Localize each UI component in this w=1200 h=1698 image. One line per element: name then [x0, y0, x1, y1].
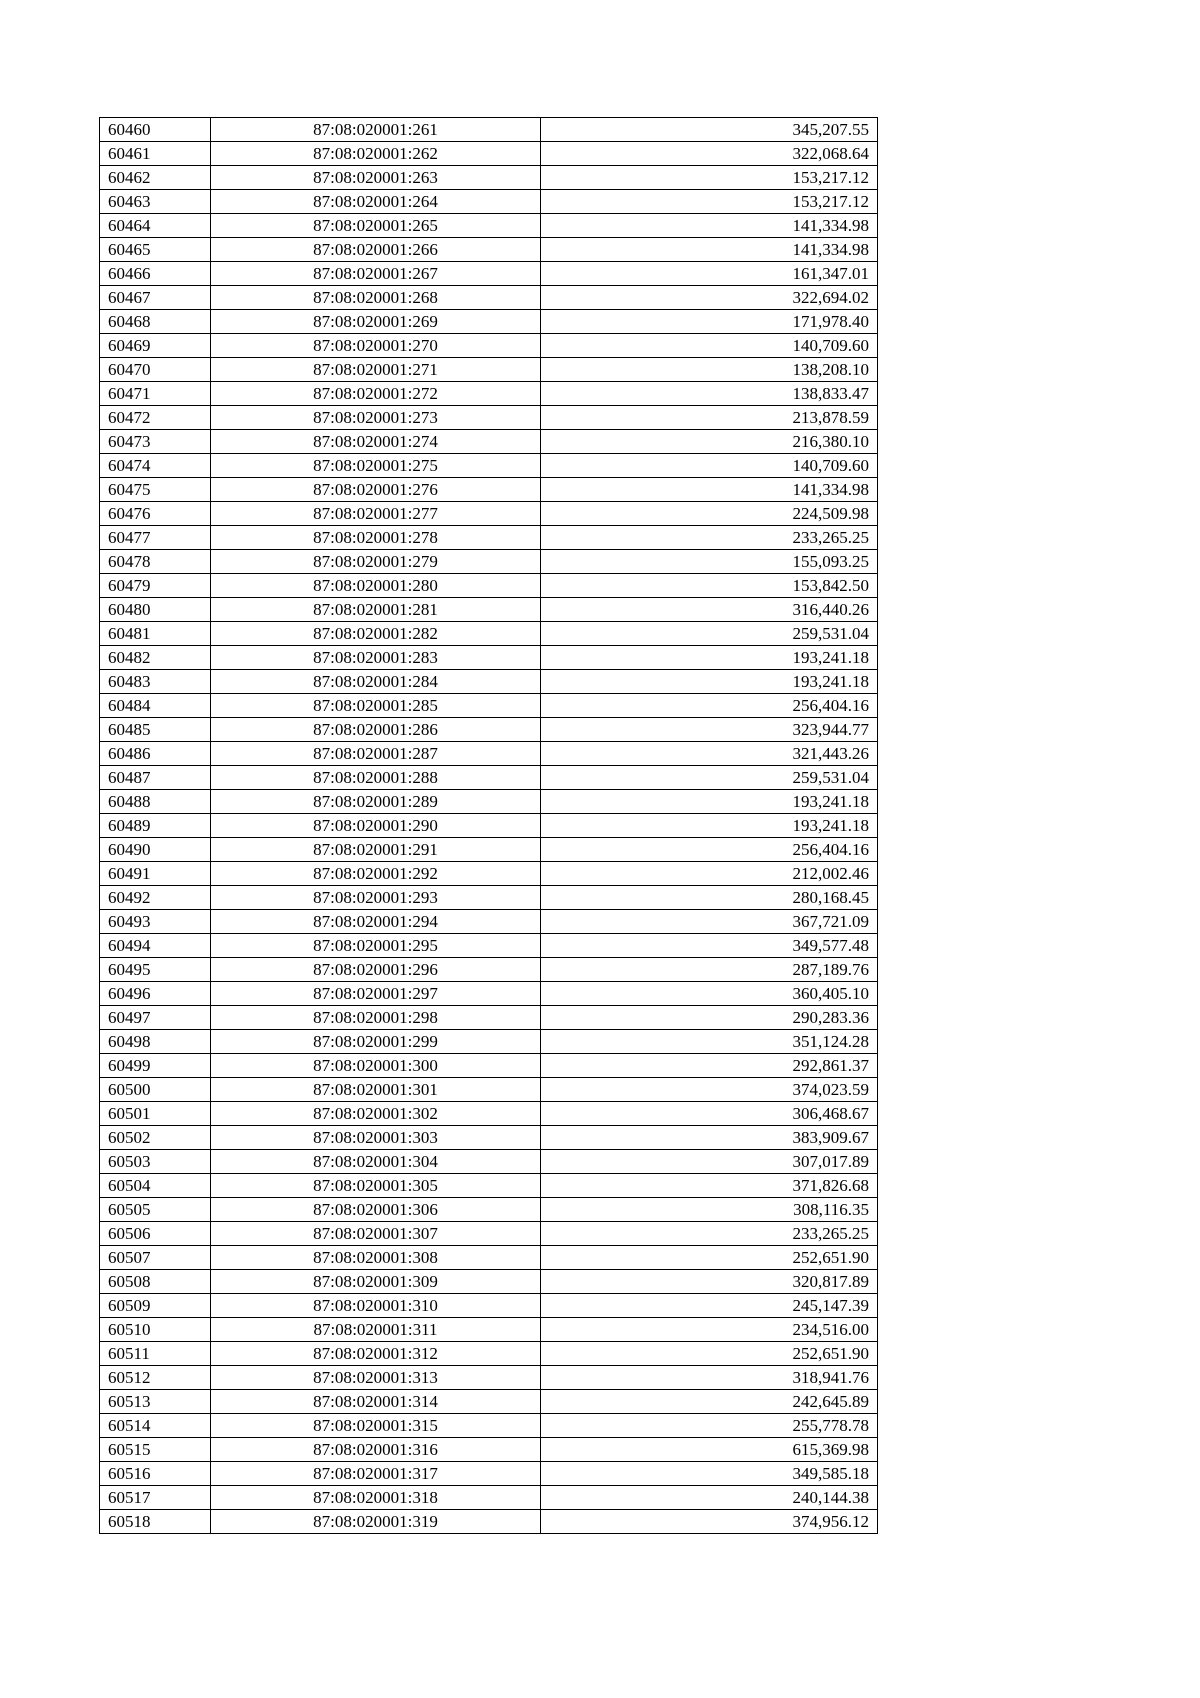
row-number-cell: 60496: [100, 982, 211, 1006]
table-row: [100, 262, 878, 286]
row-number-cell: 60484: [100, 694, 211, 718]
cadastral-number-cell: 87:08:020001:313: [211, 1366, 541, 1390]
row-number-cell: 60489: [100, 814, 211, 838]
cadastral-number-cell: 87:08:020001:305: [211, 1174, 541, 1198]
value-cell: 321,443.26: [541, 742, 878, 766]
table-row: [100, 1342, 878, 1366]
table-row: [100, 406, 878, 430]
value-cell: 259,531.04: [541, 622, 878, 646]
value-cell: 349,585.18: [541, 1462, 878, 1486]
row-number-cell: 60513: [100, 1390, 211, 1414]
value-cell: 233,265.25: [541, 526, 878, 550]
row-number-cell: 60478: [100, 550, 211, 574]
value-cell: 193,241.18: [541, 790, 878, 814]
value-cell: 308,116.35: [541, 1198, 878, 1222]
table-row: [100, 1006, 878, 1030]
value-cell: 349,577.48: [541, 934, 878, 958]
cadastral-number-cell: 87:08:020001:300: [211, 1054, 541, 1078]
value-cell: 140,709.60: [541, 334, 878, 358]
cadastral-number-cell: 87:08:020001:264: [211, 190, 541, 214]
cadastral-number-cell: 87:08:020001:265: [211, 214, 541, 238]
cadastral-number-cell: 87:08:020001:286: [211, 718, 541, 742]
value-cell: 316,440.26: [541, 598, 878, 622]
row-number-cell: 60510: [100, 1318, 211, 1342]
cadastral-number-cell: 87:08:020001:261: [211, 118, 541, 142]
row-number-cell: 60463: [100, 190, 211, 214]
cadastral-number-cell: 87:08:020001:319: [211, 1510, 541, 1534]
cadastral-number-cell: 87:08:020001:309: [211, 1270, 541, 1294]
value-cell: 306,468.67: [541, 1102, 878, 1126]
cadastral-number-cell: 87:08:020001:302: [211, 1102, 541, 1126]
cadastral-number-cell: 87:08:020001:317: [211, 1462, 541, 1486]
table-row: [100, 1366, 878, 1390]
cadastral-number-cell: 87:08:020001:294: [211, 910, 541, 934]
row-number-cell: 60473: [100, 430, 211, 454]
cadastral-number-cell: 87:08:020001:262: [211, 142, 541, 166]
value-cell: 193,241.18: [541, 814, 878, 838]
value-cell: 140,709.60: [541, 454, 878, 478]
table-row: [100, 694, 878, 718]
row-number-cell: 60503: [100, 1150, 211, 1174]
table-row: [100, 1126, 878, 1150]
value-cell: 374,023.59: [541, 1078, 878, 1102]
cadastral-number-cell: 87:08:020001:275: [211, 454, 541, 478]
row-number-cell: 60479: [100, 574, 211, 598]
value-cell: 153,842.50: [541, 574, 878, 598]
cadastral-number-cell: 87:08:020001:268: [211, 286, 541, 310]
row-number-cell: 60460: [100, 118, 211, 142]
table-row: [100, 814, 878, 838]
row-number-cell: 60474: [100, 454, 211, 478]
cadastral-number-cell: 87:08:020001:314: [211, 1390, 541, 1414]
value-cell: 240,144.38: [541, 1486, 878, 1510]
cadastral-number-cell: 87:08:020001:263: [211, 166, 541, 190]
row-number-cell: 60472: [100, 406, 211, 430]
table-row: [100, 1270, 878, 1294]
value-cell: 212,002.46: [541, 862, 878, 886]
row-number-cell: 60482: [100, 646, 211, 670]
table-row: [100, 934, 878, 958]
table-row: [100, 646, 878, 670]
table-row: [100, 958, 878, 982]
value-cell: 224,509.98: [541, 502, 878, 526]
table-row: [100, 790, 878, 814]
cadastral-number-cell: 87:08:020001:295: [211, 934, 541, 958]
table-row: [100, 1414, 878, 1438]
table-row: [100, 886, 878, 910]
cadastral-number-cell: 87:08:020001:297: [211, 982, 541, 1006]
cadastral-number-cell: 87:08:020001:267: [211, 262, 541, 286]
cadastral-number-cell: 87:08:020001:316: [211, 1438, 541, 1462]
table-body: [100, 118, 878, 1534]
row-number-cell: 60470: [100, 358, 211, 382]
row-number-cell: 60485: [100, 718, 211, 742]
table-row: [100, 982, 878, 1006]
value-cell: 360,405.10: [541, 982, 878, 1006]
value-cell: 161,347.01: [541, 262, 878, 286]
value-cell: 256,404.16: [541, 694, 878, 718]
row-number-cell: 60464: [100, 214, 211, 238]
table-row: [100, 286, 878, 310]
row-number-cell: 60493: [100, 910, 211, 934]
table-row: [100, 1030, 878, 1054]
cadastral-number-cell: 87:08:020001:289: [211, 790, 541, 814]
table-row: [100, 502, 878, 526]
row-number-cell: 60491: [100, 862, 211, 886]
value-cell: 193,241.18: [541, 670, 878, 694]
table-row: [100, 550, 878, 574]
row-number-cell: 60488: [100, 790, 211, 814]
table-row: [100, 1150, 878, 1174]
value-cell: 153,217.12: [541, 190, 878, 214]
table-row: [100, 1054, 878, 1078]
value-cell: 345,207.55: [541, 118, 878, 142]
value-cell: 615,369.98: [541, 1438, 878, 1462]
table-row: [100, 214, 878, 238]
cadastral-number-cell: 87:08:020001:266: [211, 238, 541, 262]
value-cell: 255,778.78: [541, 1414, 878, 1438]
table-row: [100, 478, 878, 502]
table-row: [100, 190, 878, 214]
cadastral-number-cell: 87:08:020001:292: [211, 862, 541, 886]
cadastral-number-cell: 87:08:020001:281: [211, 598, 541, 622]
value-cell: 367,721.09: [541, 910, 878, 934]
table-row: [100, 574, 878, 598]
table-row: [100, 1198, 878, 1222]
cadastral-number-cell: 87:08:020001:273: [211, 406, 541, 430]
value-cell: 374,956.12: [541, 1510, 878, 1534]
row-number-cell: 60475: [100, 478, 211, 502]
row-number-cell: 60512: [100, 1366, 211, 1390]
cadastral-number-cell: 87:08:020001:293: [211, 886, 541, 910]
value-cell: 155,093.25: [541, 550, 878, 574]
cadastral-number-cell: 87:08:020001:278: [211, 526, 541, 550]
value-cell: 318,941.76: [541, 1366, 878, 1390]
table-row: [100, 142, 878, 166]
value-cell: 259,531.04: [541, 766, 878, 790]
table-row: [100, 430, 878, 454]
table-row: [100, 1294, 878, 1318]
row-number-cell: 60498: [100, 1030, 211, 1054]
value-cell: 242,645.89: [541, 1390, 878, 1414]
table-row: [100, 1318, 878, 1342]
value-cell: 153,217.12: [541, 166, 878, 190]
row-number-cell: 60505: [100, 1198, 211, 1222]
row-number-cell: 60502: [100, 1126, 211, 1150]
row-number-cell: 60481: [100, 622, 211, 646]
row-number-cell: 60495: [100, 958, 211, 982]
value-cell: 322,694.02: [541, 286, 878, 310]
value-cell: 245,147.39: [541, 1294, 878, 1318]
row-number-cell: 60508: [100, 1270, 211, 1294]
value-cell: 233,265.25: [541, 1222, 878, 1246]
table-row: [100, 118, 878, 142]
value-cell: 234,516.00: [541, 1318, 878, 1342]
table-row: [100, 766, 878, 790]
cadastral-number-cell: 87:08:020001:288: [211, 766, 541, 790]
table-row: [100, 310, 878, 334]
cadastral-number-cell: 87:08:020001:299: [211, 1030, 541, 1054]
value-cell: 171,978.40: [541, 310, 878, 334]
cadastral-number-cell: 87:08:020001:303: [211, 1126, 541, 1150]
table-row: [100, 1078, 878, 1102]
row-number-cell: 60507: [100, 1246, 211, 1270]
value-cell: 216,380.10: [541, 430, 878, 454]
value-cell: 290,283.36: [541, 1006, 878, 1030]
row-number-cell: 60516: [100, 1462, 211, 1486]
table-row: [100, 1390, 878, 1414]
cadastral-number-cell: 87:08:020001:298: [211, 1006, 541, 1030]
value-cell: 141,334.98: [541, 214, 878, 238]
cadastral-number-cell: 87:08:020001:277: [211, 502, 541, 526]
table-row: [100, 1438, 878, 1462]
table-row: [100, 526, 878, 550]
row-number-cell: 60497: [100, 1006, 211, 1030]
cadastral-number-cell: 87:08:020001:315: [211, 1414, 541, 1438]
cadastral-number-cell: 87:08:020001:308: [211, 1246, 541, 1270]
value-cell: 213,878.59: [541, 406, 878, 430]
table-row: [100, 862, 878, 886]
table-row: [100, 622, 878, 646]
row-number-cell: 60483: [100, 670, 211, 694]
value-cell: 287,189.76: [541, 958, 878, 982]
cadastral-number-cell: 87:08:020001:270: [211, 334, 541, 358]
row-number-cell: 60465: [100, 238, 211, 262]
row-number-cell: 60469: [100, 334, 211, 358]
cadastral-number-cell: 87:08:020001:283: [211, 646, 541, 670]
row-number-cell: 60477: [100, 526, 211, 550]
cadastral-number-cell: 87:08:020001:304: [211, 1150, 541, 1174]
value-cell: 252,651.90: [541, 1342, 878, 1366]
cadastral-number-cell: 87:08:020001:279: [211, 550, 541, 574]
row-number-cell: 60461: [100, 142, 211, 166]
table-row: [100, 718, 878, 742]
row-number-cell: 60500: [100, 1078, 211, 1102]
value-cell: 252,651.90: [541, 1246, 878, 1270]
value-cell: 138,833.47: [541, 382, 878, 406]
row-number-cell: 60515: [100, 1438, 211, 1462]
value-cell: 138,208.10: [541, 358, 878, 382]
row-number-cell: 60490: [100, 838, 211, 862]
row-number-cell: 60518: [100, 1510, 211, 1534]
cadastral-number-cell: 87:08:020001:284: [211, 670, 541, 694]
row-number-cell: 60509: [100, 1294, 211, 1318]
value-cell: 351,124.28: [541, 1030, 878, 1054]
row-number-cell: 60501: [100, 1102, 211, 1126]
value-cell: 371,826.68: [541, 1174, 878, 1198]
cadastral-number-cell: 87:08:020001:287: [211, 742, 541, 766]
cadastral-number-cell: 87:08:020001:307: [211, 1222, 541, 1246]
value-cell: 280,168.45: [541, 886, 878, 910]
cadastral-number-cell: 87:08:020001:301: [211, 1078, 541, 1102]
cadastral-number-cell: 87:08:020001:269: [211, 310, 541, 334]
table-row: [100, 238, 878, 262]
row-number-cell: 60499: [100, 1054, 211, 1078]
cadastral-number-cell: 87:08:020001:311: [211, 1318, 541, 1342]
row-number-cell: 60504: [100, 1174, 211, 1198]
row-number-cell: 60466: [100, 262, 211, 286]
cadastral-number-cell: 87:08:020001:318: [211, 1486, 541, 1510]
row-number-cell: 60486: [100, 742, 211, 766]
table-row: [100, 382, 878, 406]
cadastral-number-cell: 87:08:020001:306: [211, 1198, 541, 1222]
cadastral-number-cell: 87:08:020001:310: [211, 1294, 541, 1318]
table-row: [100, 1174, 878, 1198]
value-cell: 383,909.67: [541, 1126, 878, 1150]
value-cell: 256,404.16: [541, 838, 878, 862]
row-number-cell: 60514: [100, 1414, 211, 1438]
row-number-cell: 60517: [100, 1486, 211, 1510]
cadastral-number-cell: 87:08:020001:296: [211, 958, 541, 982]
cadastral-number-cell: 87:08:020001:285: [211, 694, 541, 718]
row-number-cell: 60511: [100, 1342, 211, 1366]
table-row: [100, 1246, 878, 1270]
table-row: [100, 1510, 878, 1534]
cadastral-number-cell: 87:08:020001:272: [211, 382, 541, 406]
value-cell: 322,068.64: [541, 142, 878, 166]
value-cell: 320,817.89: [541, 1270, 878, 1294]
value-cell: 193,241.18: [541, 646, 878, 670]
row-number-cell: 60487: [100, 766, 211, 790]
table-row: [100, 670, 878, 694]
cadastral-number-cell: 87:08:020001:291: [211, 838, 541, 862]
cadastral-number-cell: 87:08:020001:282: [211, 622, 541, 646]
cadastral-number-cell: 87:08:020001:290: [211, 814, 541, 838]
row-number-cell: 60476: [100, 502, 211, 526]
row-number-cell: 60492: [100, 886, 211, 910]
table-row: [100, 454, 878, 478]
table-row: [100, 166, 878, 190]
table-row: [100, 1102, 878, 1126]
table-row: [100, 1462, 878, 1486]
table-row: [100, 742, 878, 766]
cadastral-number-cell: 87:08:020001:276: [211, 478, 541, 502]
value-cell: 141,334.98: [541, 478, 878, 502]
table-row: [100, 598, 878, 622]
row-number-cell: 60471: [100, 382, 211, 406]
table-row: [100, 838, 878, 862]
row-number-cell: 60468: [100, 310, 211, 334]
row-number-cell: 60506: [100, 1222, 211, 1246]
cadastral-number-cell: 87:08:020001:271: [211, 358, 541, 382]
cadastral-number-cell: 87:08:020001:280: [211, 574, 541, 598]
row-number-cell: 60467: [100, 286, 211, 310]
value-cell: 323,944.77: [541, 718, 878, 742]
data-table: [99, 117, 878, 1534]
value-cell: 141,334.98: [541, 238, 878, 262]
value-cell: 292,861.37: [541, 1054, 878, 1078]
table-row: [100, 358, 878, 382]
table-row: [100, 1222, 878, 1246]
row-number-cell: 60494: [100, 934, 211, 958]
row-number-cell: 60480: [100, 598, 211, 622]
row-number-cell: 60462: [100, 166, 211, 190]
cadastral-number-cell: 87:08:020001:312: [211, 1342, 541, 1366]
table-row: [100, 910, 878, 934]
value-cell: 307,017.89: [541, 1150, 878, 1174]
cadastral-number-cell: 87:08:020001:274: [211, 430, 541, 454]
table-row: [100, 334, 878, 358]
table-row: [100, 1486, 878, 1510]
